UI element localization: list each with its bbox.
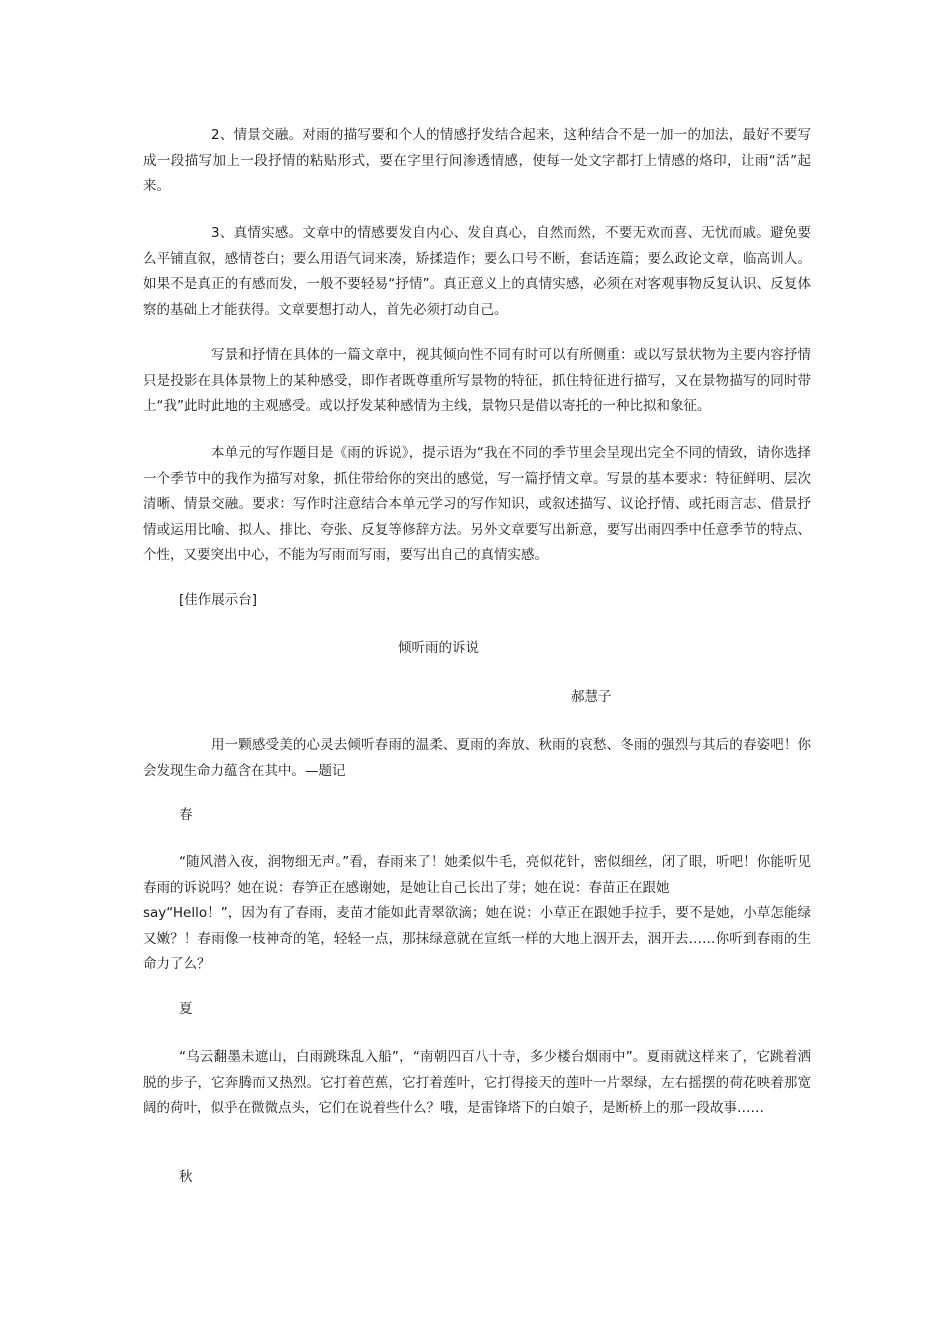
- section-label-summer: 夏: [179, 1001, 193, 1017]
- section-label-autumn: 秋: [179, 1169, 193, 1185]
- paragraph-scenery-and-lyric: 写景和抒情在具体的一篇文章中，视其倾向性不同有时可以有所侧重：或以写景状物为主要内容抒情只是投影在具体景物上的某种感受，即作者既尊重所写景物的特征，抓住特征进行描写，又在景物描写的同时带上“我”此时此地的主观感受。或以抒发某种感情为主线，景物只是借以寄托的一种比拟和象征。: [143, 347, 811, 414]
- paragraph-scene-emotion-blend: 2、情景交融。对雨的描写要和个人的情感抒发结合起来，这种结合不是一加一的加法，最好不要写成一段描写加上一段抒情的粘贴形式，要在字里行间渗透情感，使每一处文字都打上情感的烙印，让雨“活”起来。: [143, 127, 811, 194]
- paragraph-true-feelings: 3、真情实感。文章中的情感要发自内心、发自真心，自然而然，不要无欢而喜、无忧而戚。避免要么平铺直叙，感情苍白；要么用语气词来凑，矫揉造作；要么口号不断，套话连篇；要么政论文章，临高训人。如果不是真正的有感而发，一般不要轻易“抒情”。真正意义上的真情实感，必须在对客观事物反复认识、反复体察的基础上才能获得。文章要想打动人，首先必须打动自己。: [143, 225, 811, 318]
- spring-paragraph-line2: say“Hello！”，因为有了春雨，麦苗才能如此青翠欲滴；她在说：小草正在跟她手拉手，要不是她，小草怎能绿又嫩？！春雨像一枝神奇的笔，轻轻一点，那抹绿意就在宣纸一样的大地上洇开去，洇开去……你听到春雨的生命力了么？: [143, 905, 811, 972]
- showcase-label: [佳作展示台]: [179, 592, 258, 608]
- summer-paragraph: “乌云翻墨未遮山，白雨跳珠乱入船”，“南朝四百八十寺，多少楼台烟雨中”。夏雨就这样来了，它跳着洒脱的步子，它奔腾而又热烈。它打着芭蕉，它打着莲叶，它打得接天的莲叶一片翠绿，左右摇摆的荷花映着那宽阔的荷叶，似乎在微微点头，它们在说着些什么？哦，是雷锋塔下的白娘子，是断桥上的那一段故事……: [143, 1049, 811, 1116]
- section-label-spring: 春: [179, 807, 193, 823]
- essay-author: 郝慧子: [571, 689, 612, 705]
- essay-title: 倾听雨的诉说: [398, 640, 479, 656]
- paragraph-writing-assignment: 本单元的写作题目是《雨的诉说》，提示语为“我在不同的季节里会呈现出完全不同的情致，请你选择一个季节中的我作为描写对象，抓住带给你的突出的感觉，写一篇抒情文章。写景的基本要求：特征鲜明、层次清晰、情景交融。要求：写作时注意结合本单元学习的写作知识，或叙述描写、议论抒情、或托雨言志、借景抒情或运用比喻、拟人、排比、夸张、反复等修辞方法。另外文章要写出新意，要写出雨四季中任意季节的特点、个性，又要突出中心，不能为写雨而写雨，要写出自己的真情实感。: [143, 445, 811, 563]
- essay-epigraph: 用一颗感受美的心灵去倾听春雨的温柔、夏雨的奔放、秋雨的哀愁、冬雨的强烈与其后的春姿吧！你会发现生命力蕴含在其中。—题记: [143, 737, 811, 779]
- spring-paragraph-line1: “随风潜入夜，润物细无声。”看，春雨来了！她柔似牛毛，亮似花针，密似细丝，闭了眼，听吧！你能听见春雨的诉说吗？她在说：春笋正在感谢她，是她让自己长出了芽；她在说：春苗正在跟她: [143, 854, 811, 896]
